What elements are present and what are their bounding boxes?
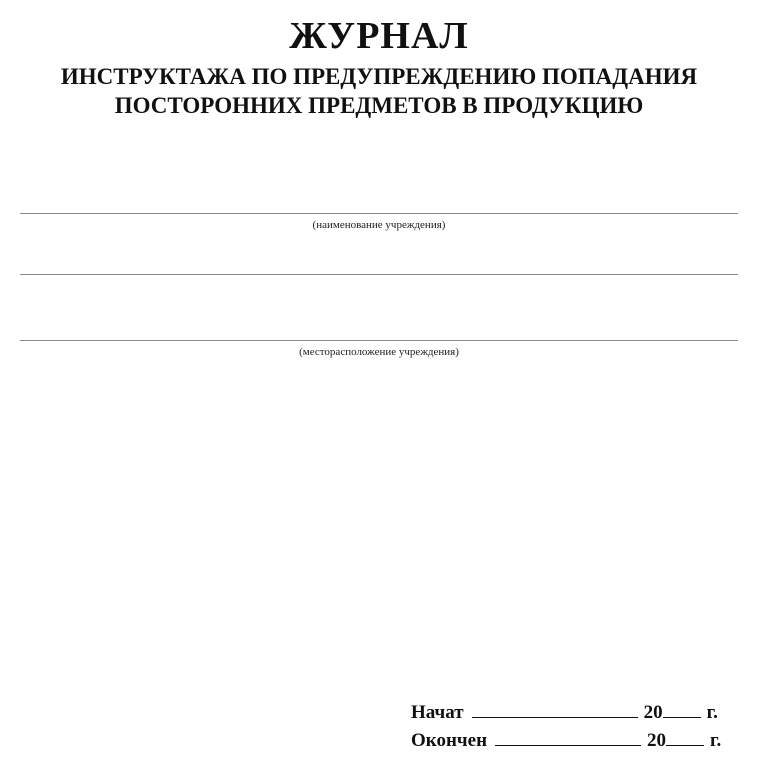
institution-location-line [20,340,738,341]
institution-name-line [20,213,738,214]
document-title: ЖУРНАЛ [289,15,469,57]
institution-name-caption: (наименование учреждения) [312,219,446,231]
ended-year-blank [666,729,704,746]
document-subtitle-line-1: ИНСТРУКТАЖА ПО ПРЕДУПРЕЖДЕНИЮ ПОПАДАНИЯ [60,64,698,89]
started-label: Начат [411,702,464,723]
started-year-blank [663,701,701,718]
institution-blank-line [20,274,738,275]
ended-year-prefix: 20 [647,730,667,751]
started-year-prefix: 20 [643,702,663,723]
started-year-suffix: г. [706,702,718,723]
ended-date-row [411,729,721,752]
started-date-blank [472,701,638,718]
institution-location-caption: (месторасположение учреждения) [299,346,459,358]
started-date-row [411,701,718,724]
document-subtitle-line-2: ПОСТОРОННИХ ПРЕДМЕТОВ В ПРОДУКЦИЮ [114,93,644,118]
ended-date-blank [495,729,641,746]
ended-year-suffix: г. [710,730,722,751]
ended-label: Окончен [411,730,488,751]
